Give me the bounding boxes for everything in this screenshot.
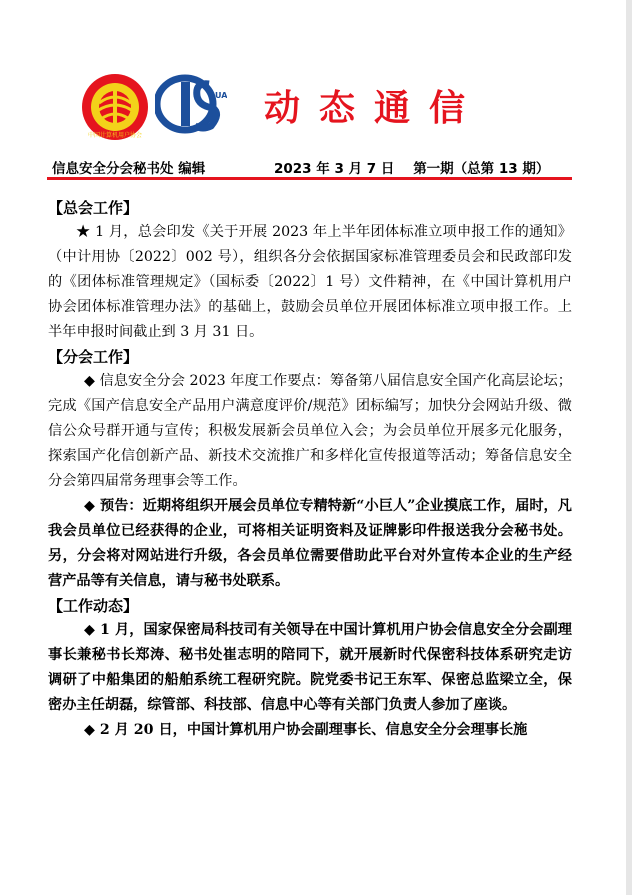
paragraph: ★ 1 月，总会印发《关于开展 2023 年上半年团体标准立项申报工作的通知》（中计用协〔2022〕002 号），组织各分会依据国家标准管理委员会和民政部印发的《团体标准管理规定》（国标委〔2022〕1 号）文件精神，在《中国计算机用户协会团体标准管理办法》的基础上，鼓励会员单位开展团体标准立项申报工作。上半年申报时间截止到 3 月 31 日。 <box>48 224 572 340</box>
issue-date: 2023 年 3 月 7 日 <box>274 161 395 177</box>
masthead-title: 动态通信 <box>264 88 485 129</box>
section-heading: 【工作动态】 <box>48 597 139 615</box>
issue-info <box>274 157 549 177</box>
section-heading: 【分会工作】 <box>48 348 139 366</box>
association-logo <box>81 73 149 141</box>
page-edge <box>626 0 632 895</box>
issue-number: 第一期（总第 13 期） <box>413 161 550 177</box>
paragraph: ◆ 预告：近期将组织开展会员单位专精特新“小巨人”企业摸底工作，届时，凡我会员单位已经获得的企业，可将相关证明资料及证牌影印件报送我分会秘书处。另，分会将对网站进行升级，各会员单位需要借助此平台对外宣传本企业的生产经营产品等有关信息，请与秘书处联系。 <box>48 498 572 589</box>
svg-text:UA: UA <box>215 91 227 100</box>
paragraph: ◆ 信息安全分会 2023 年度工作要点：筹备第八届信息安全国产化高层论坛；完成《国产信息安全产品用户满意度评价/规范》团标编写；加快分会网站升级、微信公众号群开通与宣传；积极发展新会员单位入会；为会员单位开展多元化服务，探索国产化信创新产品、新技术交流推广和多样化宣传报道等活动；筹备信息安全分会第四届常务理事会等工作。 <box>48 373 572 489</box>
paragraph: ◆ 1 月，国家保密局科技司有关领导在中国计算机用户协会信息安全分会副理事长兼秘书长郑涛、秘书处崔志明的陪同下，就开展新时代保密科技体系研究走访调研了中船集团的船舶系统工程研究院。院党委书记王东军、保密总监梁立全，保密办主任胡磊，综管部、科技部、信息中心等有关部门负责人参加了座谈。 <box>48 622 572 713</box>
cua-logo <box>155 74 227 134</box>
newsletter-body <box>48 196 572 743</box>
editor-label: 信息安全分会秘书处 编辑 <box>52 161 206 177</box>
masthead-rule <box>47 177 572 180</box>
masthead <box>0 0 626 190</box>
section-heading: 【总会工作】 <box>48 199 139 217</box>
svg-text:中国计算机用户协会: 中国计算机用户协会 <box>87 132 143 139</box>
paragraph: ◆ 2 月 20 日，中国计算机用户协会副理事长、信息安全分会理事长施 <box>84 722 528 738</box>
masthead-info <box>52 157 572 177</box>
